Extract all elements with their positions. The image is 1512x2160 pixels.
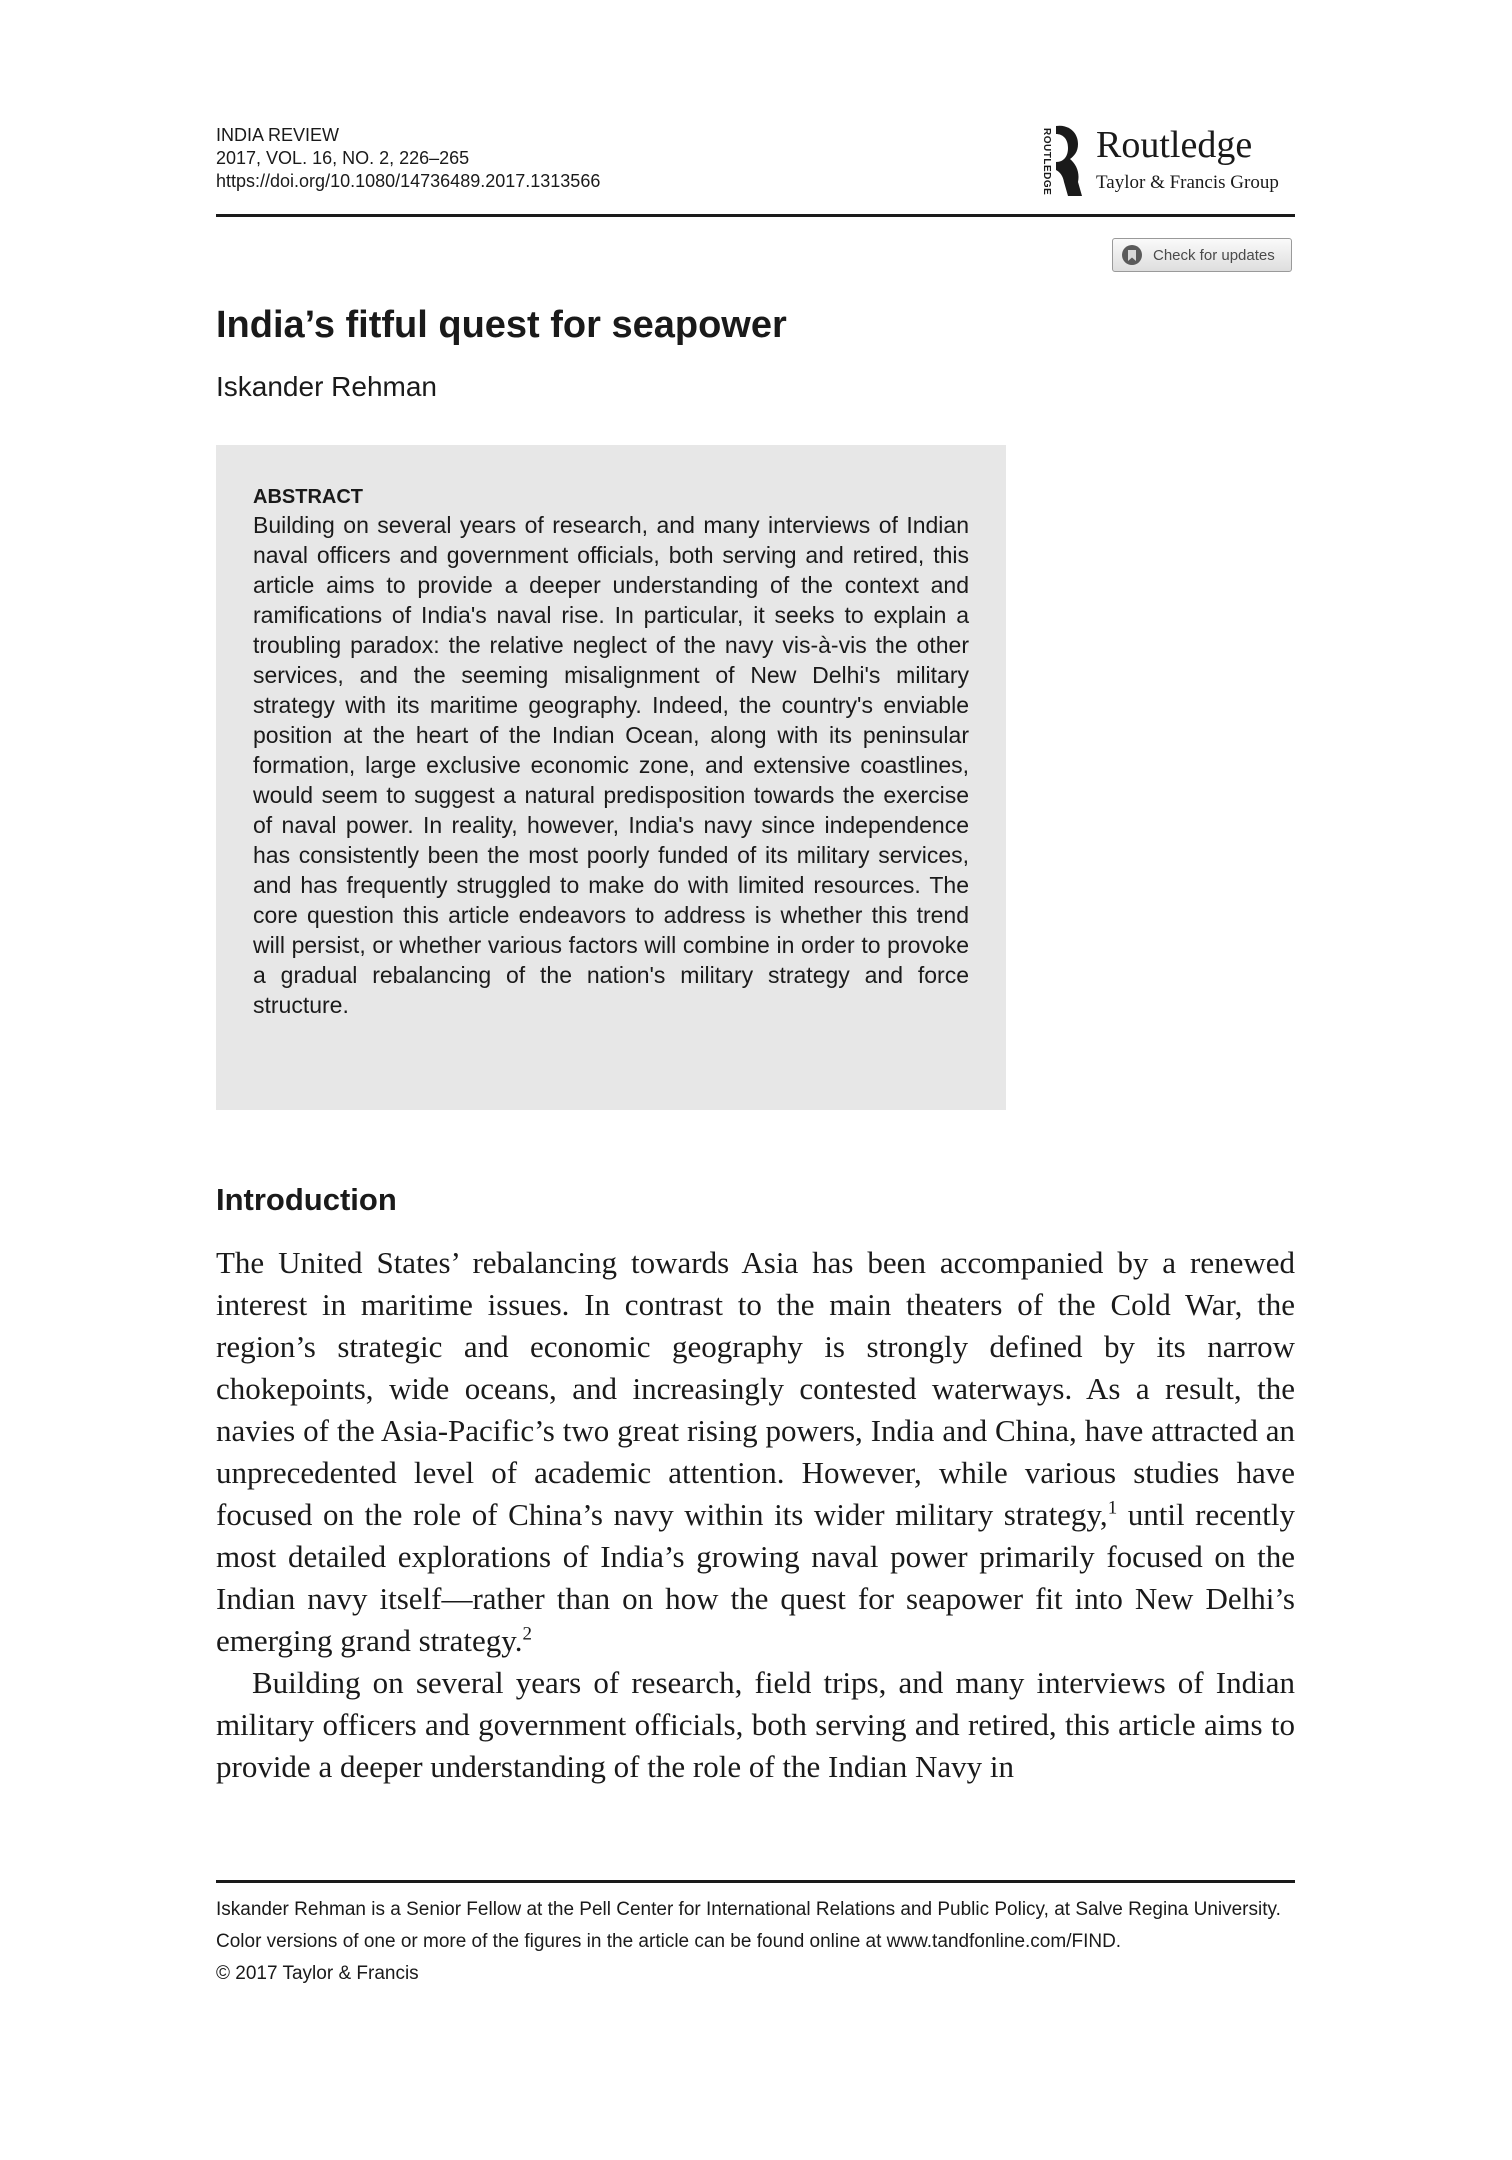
footnotes xyxy=(216,1898,1295,1994)
header-divider xyxy=(216,214,1295,217)
journal-meta xyxy=(216,124,600,193)
paragraph-1-text-b: until recently most detailed explorations of India’s growing naval power primarily focused on the Indian navy itself—rather than on how the quest for seapower fit into New Delhi’s emerging grand strategy. xyxy=(216,1497,1295,1658)
article-title: India’s fitful quest for seapower xyxy=(216,304,787,346)
check-for-updates-label: Check for updates xyxy=(1153,246,1275,264)
abstract-box xyxy=(216,445,1006,1110)
paragraph-1-text-a: The United States’ rebalancing towards Asia has been accompanied by a renewed interest in maritime issues. In contrast to the main theaters of the Cold War, the region’s strategic and economic geography is strongly defined by its narrow chokepoints, wide oceans, and increasingly contested waterways. As a result, the navies of the Asia-Pacific’s two great rising powers, India and China, have attracted an unprecedented level of academic attention. However, while various studies have focused on the role of China’s navy within its wider military strategy, xyxy=(216,1245,1295,1532)
routledge-head-icon xyxy=(1038,122,1084,198)
crossmark-icon xyxy=(1121,244,1143,266)
introduction-paragraph-1 xyxy=(216,1242,1295,1662)
journal-volume: 2017, VOL. 16, NO. 2, 226–265 xyxy=(216,148,470,168)
journal-doi-link[interactable]: https://doi.org/10.1080/14736489.2017.1313566 xyxy=(216,171,601,191)
footnote-ref-1[interactable]: 1 xyxy=(1107,1497,1118,1519)
author-affiliation-note: Iskander Rehman is a Senior Fellow at the Pell Center for International Relations and Public Policy, at Salve Regina University. xyxy=(216,1899,1281,1920)
journal-name: INDIA REVIEW xyxy=(216,125,340,145)
copyright-note: © 2017 Taylor & Francis xyxy=(216,1963,419,1984)
introduction-paragraph-2: Building on several years of research, field trips, and many interviews of Indian military officers and government officials, both serving and retired, this article aims to provide a deeper understanding of the role of the Indian Navy in xyxy=(216,1665,1295,1784)
publisher-logo xyxy=(1038,120,1298,200)
abstract-heading: ABSTRACT xyxy=(253,486,363,508)
footnote-ref-2[interactable]: 2 xyxy=(522,1623,532,1645)
article-author: Iskander Rehman xyxy=(216,371,438,402)
introduction-body xyxy=(216,1242,1295,1788)
publisher-tagline: Taylor & Francis Group xyxy=(1096,172,1279,193)
footnote-divider xyxy=(216,1880,1295,1883)
publisher-name: Routledge xyxy=(1096,124,1253,166)
check-for-updates-button[interactable] xyxy=(1112,238,1292,272)
introduction-heading: Introduction xyxy=(216,1182,397,1217)
publisher-logo-vertical-text: ROUTLEDGE xyxy=(1041,128,1052,196)
abstract-text: Building on several years of research, and many interviews of Indian naval officers and government officials, both serving and retired, this article aims to provide a deeper understanding of the context and ramifications of India's naval rise. In particular, it seeks to explain a troubling paradox: the relative neglect of the navy vis-à-vis the other services, and the seeming misalignment of New Delhi's military strategy with its maritime geography. Indeed, the country's enviable position at the heart of the Indian Ocean, along with its peninsular formation, large exclusive economic zone, and extensive coastlines, would seem to suggest a natural predisposition towards the exercise of naval power. In reality, however, India's navy since independence has consistently been the most poorly funded of its military services, and has frequently struggled to make do with limited resources. The core question this article endeavors to address is whether this trend will persist, or whether various factors will combine in order to provoke a gradual rebalancing of the nation's military strategy and force structure. xyxy=(253,512,969,1018)
color-figures-note: Color versions of one or more of the figures in the article can be found online at www.tandfonline.com/FIND. xyxy=(216,1931,1122,1952)
